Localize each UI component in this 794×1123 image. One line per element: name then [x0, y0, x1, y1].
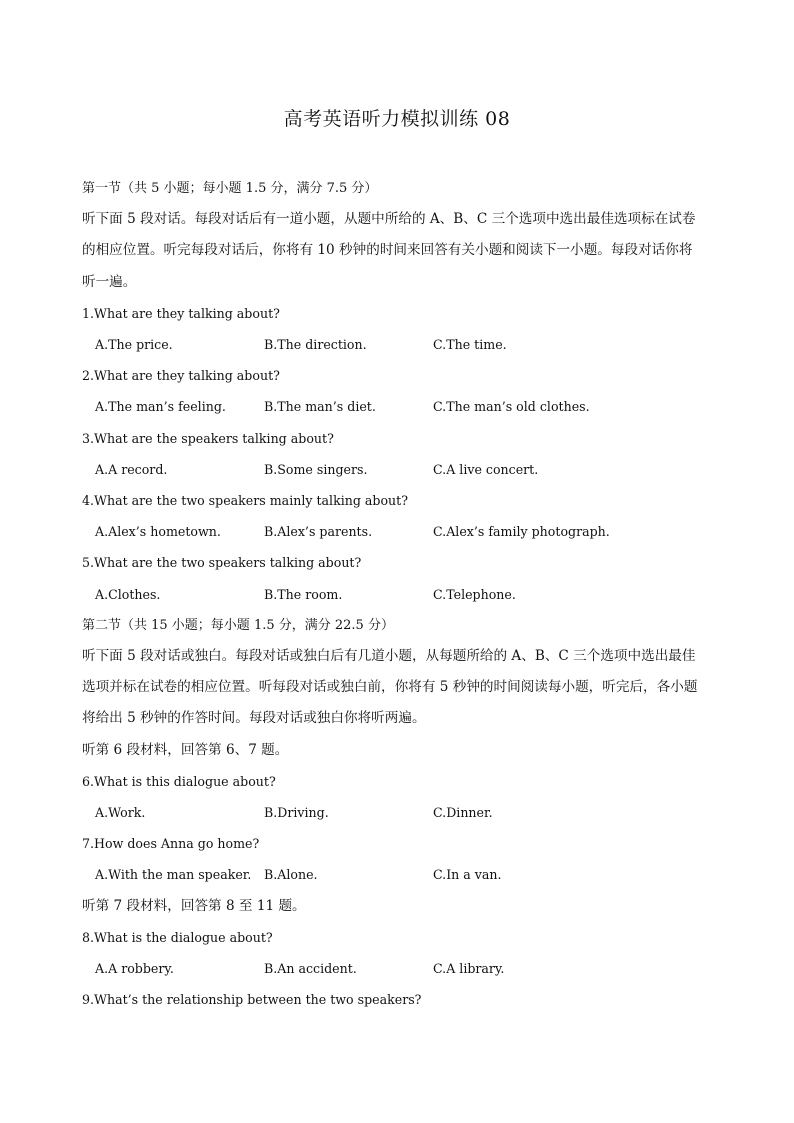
option-c: C.Dinner. [433, 805, 493, 821]
question-stem: 5.What are the two speakers talking about? [82, 555, 362, 571]
document-body [82, 173, 714, 1015]
option-c: C.Alex’s family photograph. [433, 524, 610, 540]
option-a: A.A robbery. [95, 961, 174, 977]
section1-heading: 第一节（共 5 小题；每小题 1.5 分，满分 7.5 分） [82, 181, 378, 196]
option-b: B.The man’s diet. [264, 399, 376, 415]
option-a: A.The price. [95, 337, 173, 353]
section1-instruction-line: 的相应位置。听完每段对话后，你将有 10 秒钟的时间来回答有关小题和阅读下一小题。每段对话你将 [82, 242, 693, 259]
question-options [82, 391, 714, 422]
section2-instruction-line: 选项并标在试卷的相应位置。听每段对话或独白前，你将有 5 秒钟的时间阅读每小题，听完后，各小题 [82, 679, 698, 696]
question-stem: 1.What are they talking about? [82, 305, 280, 321]
option-a: A.Alex’s hometown. [95, 524, 221, 540]
question-options [82, 454, 714, 485]
option-a: A.Work. [95, 805, 146, 821]
option-c: C.A library. [433, 961, 505, 977]
question-stem: 2.What are they talking about? [82, 368, 280, 384]
question-stem: 9.What’s the relationship between the two speakers? [82, 992, 422, 1008]
question-stem: 6.What is this dialogue about? [82, 773, 276, 789]
question-stem: 8.What is the dialogue about? [82, 929, 273, 945]
option-b: B.Alex’s parents. [264, 524, 373, 540]
question-options [82, 579, 714, 610]
option-c: C.In a van. [433, 867, 502, 883]
question-stem: 4.What are the two speakers mainly talking about? [82, 493, 408, 509]
section2-heading: 第二节（共 15 小题；每小题 1.5 分，满分 22.5 分） [82, 617, 394, 633]
question-stem: 7.How does Anna go home? [82, 836, 260, 852]
option-c: C.The man’s old clothes. [433, 399, 590, 415]
option-c: C.Telephone. [433, 586, 516, 602]
option-b: B.Some singers. [264, 461, 368, 477]
question-options [82, 859, 714, 890]
option-c: C.The time. [433, 337, 507, 353]
option-c: C.A live concert. [433, 461, 539, 477]
option-b: B.Alone. [264, 867, 318, 883]
section2-instruction-line: 将给出 5 秒钟的作答时间。每段对话或独白你将听两遍。 [82, 710, 426, 727]
question-options [82, 953, 714, 984]
option-a: A.A record. [95, 461, 168, 477]
question-stem: 3.What are the speakers talking about? [82, 430, 334, 446]
material-6-heading: 听第 6 段材料，回答第 6、7 题。 [82, 741, 289, 758]
option-a: A.Clothes. [95, 586, 161, 602]
section1-instruction-line: 听一遍。 [82, 273, 137, 290]
section2-instruction-line: 听下面 5 段对话或独白。每段对话或独白后有几道小题，从每题所给的 A、B、C 三个选项中选出最佳 [82, 648, 696, 665]
option-b: B.An accident. [264, 961, 357, 977]
question-options [82, 797, 714, 828]
question-options [82, 516, 714, 547]
section1-instruction-line: 听下面 5 段对话。每段对话后有一道小题，从题中所给的 A、B、C 三个选项中选出最佳选项标在试卷 [82, 211, 696, 228]
option-a: A.The man’s feeling. [95, 399, 226, 415]
option-a: A.With the man speaker. [95, 867, 252, 883]
option-b: B.Driving. [264, 805, 329, 821]
option-b: B.The room. [264, 586, 343, 602]
question-options [82, 329, 714, 360]
option-b: B.The direction. [264, 337, 367, 353]
material-7-heading: 听第 7 段材料，回答第 8 至 11 题。 [82, 897, 306, 914]
document-title: 高考英语听力模拟训练 08 [283, 108, 511, 130]
